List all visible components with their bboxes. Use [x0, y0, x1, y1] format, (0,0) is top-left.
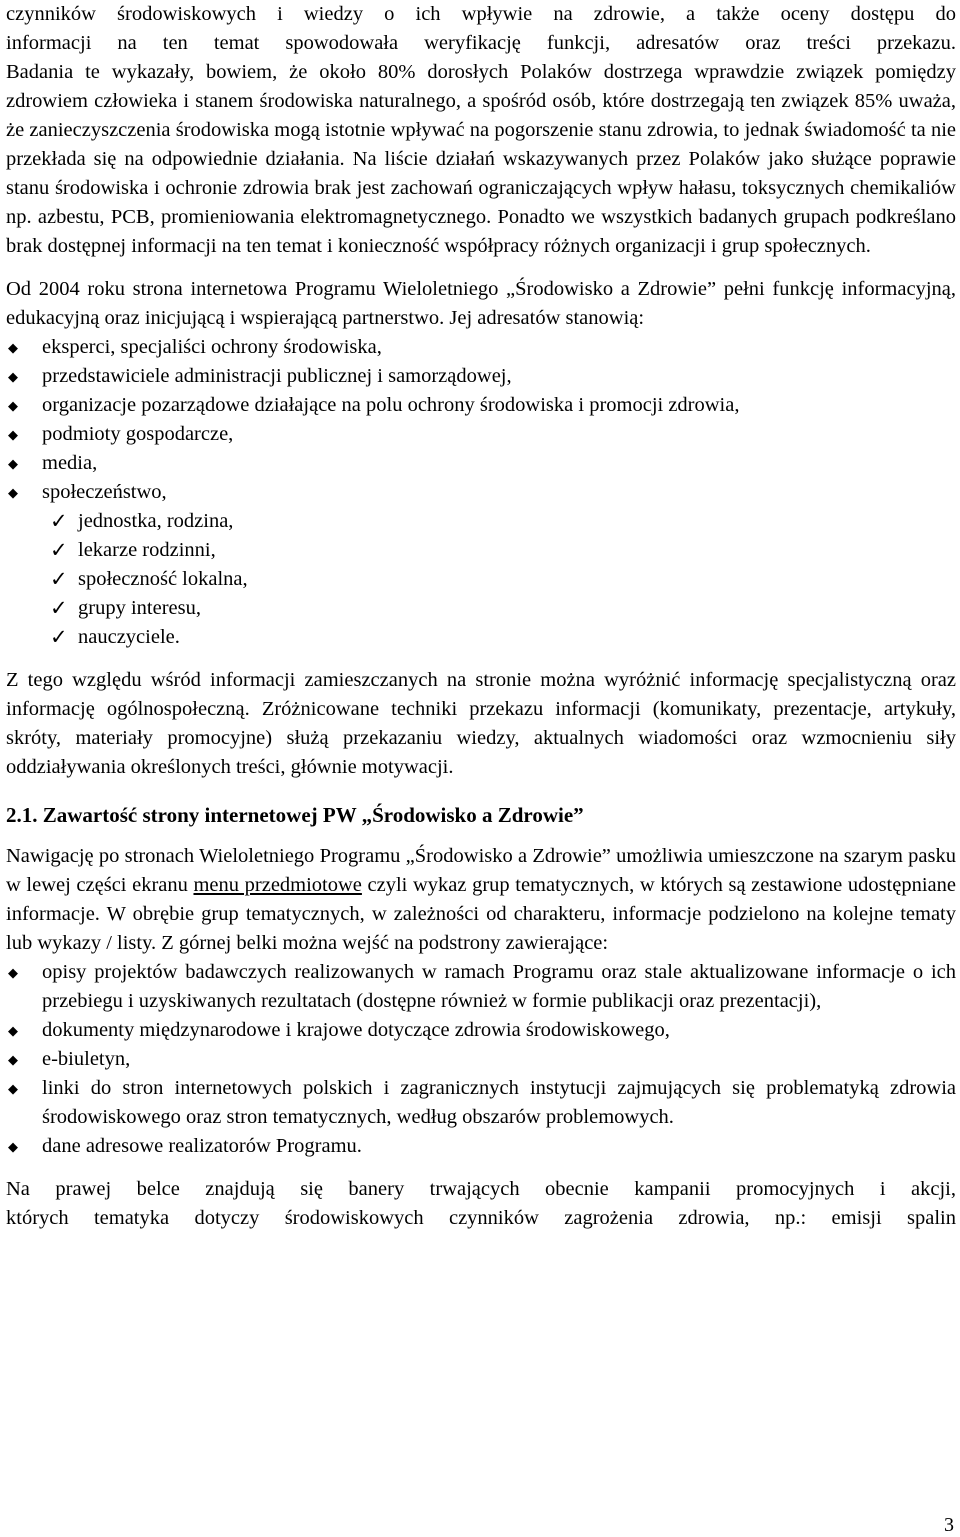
- sublist-item: ✓ nauczyciele.: [6, 623, 956, 652]
- diamond-bullet-icon: ◆: [8, 485, 18, 500]
- navigation-paragraph: Nawigację po stronach Wieloletniego Programu „Środowisko a Zdrowie” umożliwia umieszczone na szarym pasku w lewej części ekranu menu przedmiotowe czyli wykaz grup tematycznych, w których są zestawione udostępniane informacje. W obrębie grup tematycznych, w zależności od charakteru, informacje podzielono na kolejne tematy lub wykazy / listy. Z górnej belki można wejść na podstrony zawierające:: [6, 845, 956, 954]
- society-sublist: [6, 507, 956, 652]
- checkmark-icon: ✓: [50, 538, 68, 562]
- checkmark-icon: ✓: [50, 567, 68, 591]
- checkmark-icon: ✓: [50, 625, 68, 649]
- diamond-bullet-icon: ◆: [8, 369, 18, 384]
- list-item: ◆ eksperci, specjaliści ochrony środowiska,: [6, 333, 956, 362]
- list-item: ◆ podmioty gospodarcze,: [6, 420, 956, 449]
- banners-line-1: Na prawej belce znajdują się banery trwających obecnie kampanii promocyjnych i akcji,: [6, 1178, 956, 1200]
- sublist-item: ✓ jednostka, rodzina,: [6, 507, 956, 536]
- page-number: 3: [944, 1514, 954, 1536]
- sublist-item: ✓ grupy interesu,: [6, 594, 956, 623]
- document-page: [6, 0, 956, 1233]
- menu-przedmiotowe-link: menu przedmiotowe: [193, 874, 362, 896]
- section-heading: 2.1. Zawartość strony internetowej PW „Środowisko a Zdrowie”: [6, 803, 584, 827]
- audience-list: [6, 333, 956, 507]
- intro-paragraph: [6, 0, 956, 261]
- diamond-bullet-icon: ◆: [8, 1023, 18, 1038]
- audience-paragraph: Od 2004 roku strona internetowa Programu Wieloletniego „Środowisko a Zdrowie” pełni funkcję informacyjną, edukacyjną oraz inicjującą i wspierającą partnerstwo. Jej adresatów stanowią:: [6, 278, 956, 329]
- list-item: ◆ dane adresowe realizatorów Programu.: [6, 1132, 956, 1161]
- subpages-list: [6, 958, 956, 1161]
- intro-rest: Badania te wykazały, bowiem, że około 80% dorosłych Polaków dostrzega wprawdzie związek pomiędzy zdrowiem człowieka i stanem środowiska naturalnego, a spośród osób, które dostrzegają ten związek 85% uważa, że zanieczyszczenia środowiska mogą istotnie wpływać na pogorszenie stanu zdrowia, to jednak świadomość ta nie przekłada się na odpowiednie działania. Na liście działań wskazywanych przez Polaków jako służące poprawie stanu środowiska i ochronie zdrowia brak jest zachowań ograniczających wpływ hałasu, toksycznych chemikaliów np. azbestu, PCB, promieniowania elektromagnetycznego. Ponadto we wszystkich badanych grupach podkreślano brak dostępnej informacji na ten temat i konieczność współpracy różnych organizacji i grup społecznych.: [6, 61, 956, 257]
- list-item: ◆ e-biuletyn,: [6, 1045, 956, 1074]
- intro-line-2: informacji na ten temat spowodowała weryfikację funkcji, adresatów oraz treści przekazu.: [6, 32, 956, 54]
- diamond-bullet-icon: ◆: [8, 965, 18, 980]
- intro-line-1: czynników środowiskowych i wiedzy o ich wpływie na zdrowie, a także oceny dostępu do: [6, 3, 956, 25]
- list-item: ◆ przedstawiciele administracji publicznej i samorządowej,: [6, 362, 956, 391]
- diamond-bullet-icon: ◆: [8, 427, 18, 442]
- diamond-bullet-icon: ◆: [8, 340, 18, 355]
- sublist-item: ✓ społeczność lokalna,: [6, 565, 956, 594]
- diamond-bullet-icon: ◆: [8, 1081, 18, 1096]
- checkmark-icon: ✓: [50, 509, 68, 533]
- list-item: ◆ opisy projektów badawczych realizowanych w ramach Programu oraz stale aktualizowane informacje o ich przebiegu i uzyskiwanych rezultatach (dostępne również w formie publikacji oraz prezentacji),: [6, 958, 956, 1016]
- list-item: ◆ media,: [6, 449, 956, 478]
- diamond-bullet-icon: ◆: [8, 398, 18, 413]
- banners-line-2: których tematyka dotyczy środowiskowych czynników zagrożenia zdrowia, np.: emisji spalin: [6, 1207, 956, 1229]
- info-types-paragraph: Z tego względu wśród informacji zamieszczanych na stronie można wyróżnić informację specjalistyczną oraz informację ogólnospołeczną. Zróżnicowane techniki przekazu informacji (komunikaty, prezentacje, artykuły, skróty, materiały promocyjne) służą przekazaniu wiedzy, aktualnych wiadomości oraz wzmocnieniu siły oddziaływania określonych treści, głównie motywacji.: [6, 669, 956, 778]
- list-item: ◆ społeczeństwo,: [6, 478, 956, 507]
- list-item: ◆ organizacje pozarządowe działające na polu ochrony środowiska i promocji zdrowia,: [6, 391, 956, 420]
- diamond-bullet-icon: ◆: [8, 1052, 18, 1067]
- list-item: ◆ linki do stron internetowych polskich i zagranicznych instytucji zajmujących się problematyką zdrowia środowiskowego oraz stron tematycznych, według obszarów problemowych.: [6, 1074, 956, 1132]
- banners-paragraph: [6, 1175, 956, 1233]
- sublist-item: ✓ lekarze rodzinni,: [6, 536, 956, 565]
- checkmark-icon: ✓: [50, 596, 68, 620]
- diamond-bullet-icon: ◆: [8, 456, 18, 471]
- list-item: ◆ dokumenty międzynarodowe i krajowe dotyczące zdrowia środowiskowego,: [6, 1016, 956, 1045]
- diamond-bullet-icon: ◆: [8, 1139, 18, 1154]
